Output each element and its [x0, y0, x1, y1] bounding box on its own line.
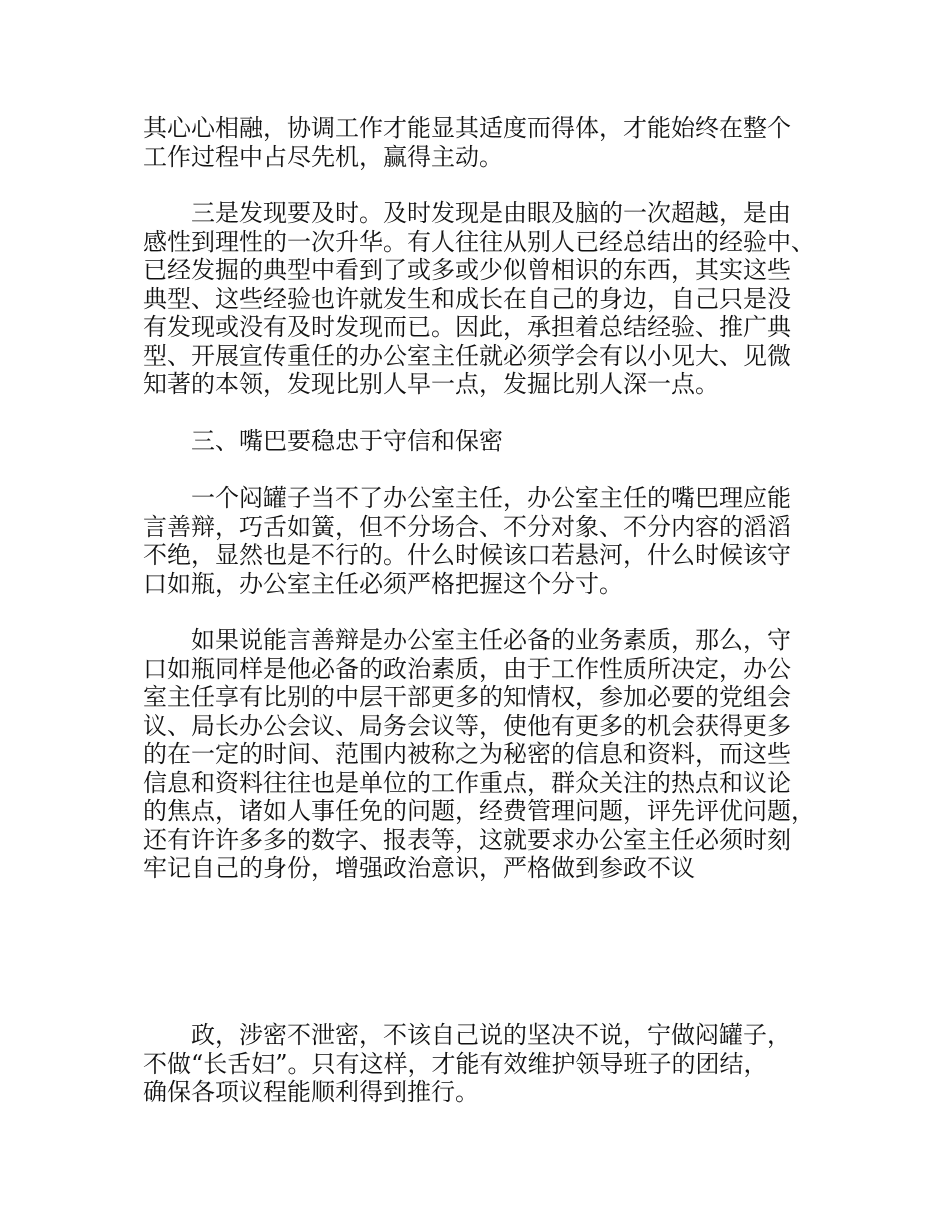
text-line: 如果说能言善辩是办公室主任必备的业务素质，那么，守: [191, 626, 791, 654]
text-line: 的在一定的时间、范围内被称之为秘密的信息和资料，而这些: [143, 740, 791, 768]
text-line: 言善辩，巧舌如簧，但不分场合、不分对象、不分内容的滔滔: [143, 512, 791, 541]
text-line: 三是发现要及时。及时发现是由眼及脑的一次超越，是由: [191, 199, 791, 227]
text-line: 确保各项议程能顺利得到推行。: [143, 1078, 479, 1106]
section-heading: [143, 427, 503, 456]
text-line: 一个闷罐子当不了办公室主任，办公室主任的嘴巴理应能: [191, 484, 791, 512]
text-line: 的焦点，诸如人事任免的问题，经费管理问题，评先评优问题，: [143, 797, 815, 825]
paragraph-4: [143, 626, 815, 883]
text-line: 口如瓶同样是他必备的政治素质，由于工作性质所决定，办公: [143, 654, 791, 683]
text-line: 信息和资料往往也是单位的工作重点，群众关注的热点和议论: [143, 768, 791, 797]
text-line: 型、开展宣传重任的办公室主任就必须学会有以小见大、见微: [143, 341, 791, 370]
text-line: 感性到理性的一次升华。有人往往从别人已经总结出的经验中、: [143, 227, 815, 256]
text-line: 典型、这些经验也许就发生和成长在自己的身边，自己只是没: [143, 284, 791, 313]
text-line: 室主任享有比别的中层干部更多的知情权，参加必要的党组会: [143, 683, 791, 711]
text-line: 不做“长舌妇”。只有这样，才能有效维护领导班子的团结，: [143, 1049, 768, 1078]
text-line: 牢记自己的身份，增强政治意识，严格做到参政不议: [143, 854, 695, 882]
paragraph-2: [143, 199, 815, 399]
text-line: 知著的本领，发现比别人早一点，发掘比别人深一点。: [143, 370, 719, 398]
section-heading-text: 三、嘴巴要稳忠于守信和保密: [191, 427, 503, 455]
text-line: 议、局长办公会议、局务会议等，使他有更多的机会获得更多: [143, 711, 791, 740]
text-line: 其心心相融，协调工作才能显其适度而得体，才能始终在整个: [143, 114, 791, 142]
text-line: 工作过程中占尽先机，赢得主动。: [143, 142, 503, 171]
text-line: 不绝，显然也是不行的。什么时候该口若悬河，什么时候该守: [143, 541, 791, 569]
text-line: 政，涉密不泄密，不该自己说的坚决不说，宁做闷罐子，: [191, 1021, 791, 1049]
text-line: 口如瓶，办公室主任必须严格把握这个分寸。: [143, 569, 623, 598]
paragraph-3: [143, 484, 791, 598]
paragraph-5: [143, 1021, 791, 1107]
text-line: 已经发掘的典型中看到了或多或少似曾相识的东西，其实这些: [143, 256, 791, 284]
text-line: 有发现或没有及时发现而已。因此，承担着总结经验、推广典: [143, 313, 791, 341]
text-line: 还有许许多多的数字、报表等，这就要求办公室主任必须时刻: [143, 825, 791, 854]
paragraph-1: [143, 114, 791, 171]
